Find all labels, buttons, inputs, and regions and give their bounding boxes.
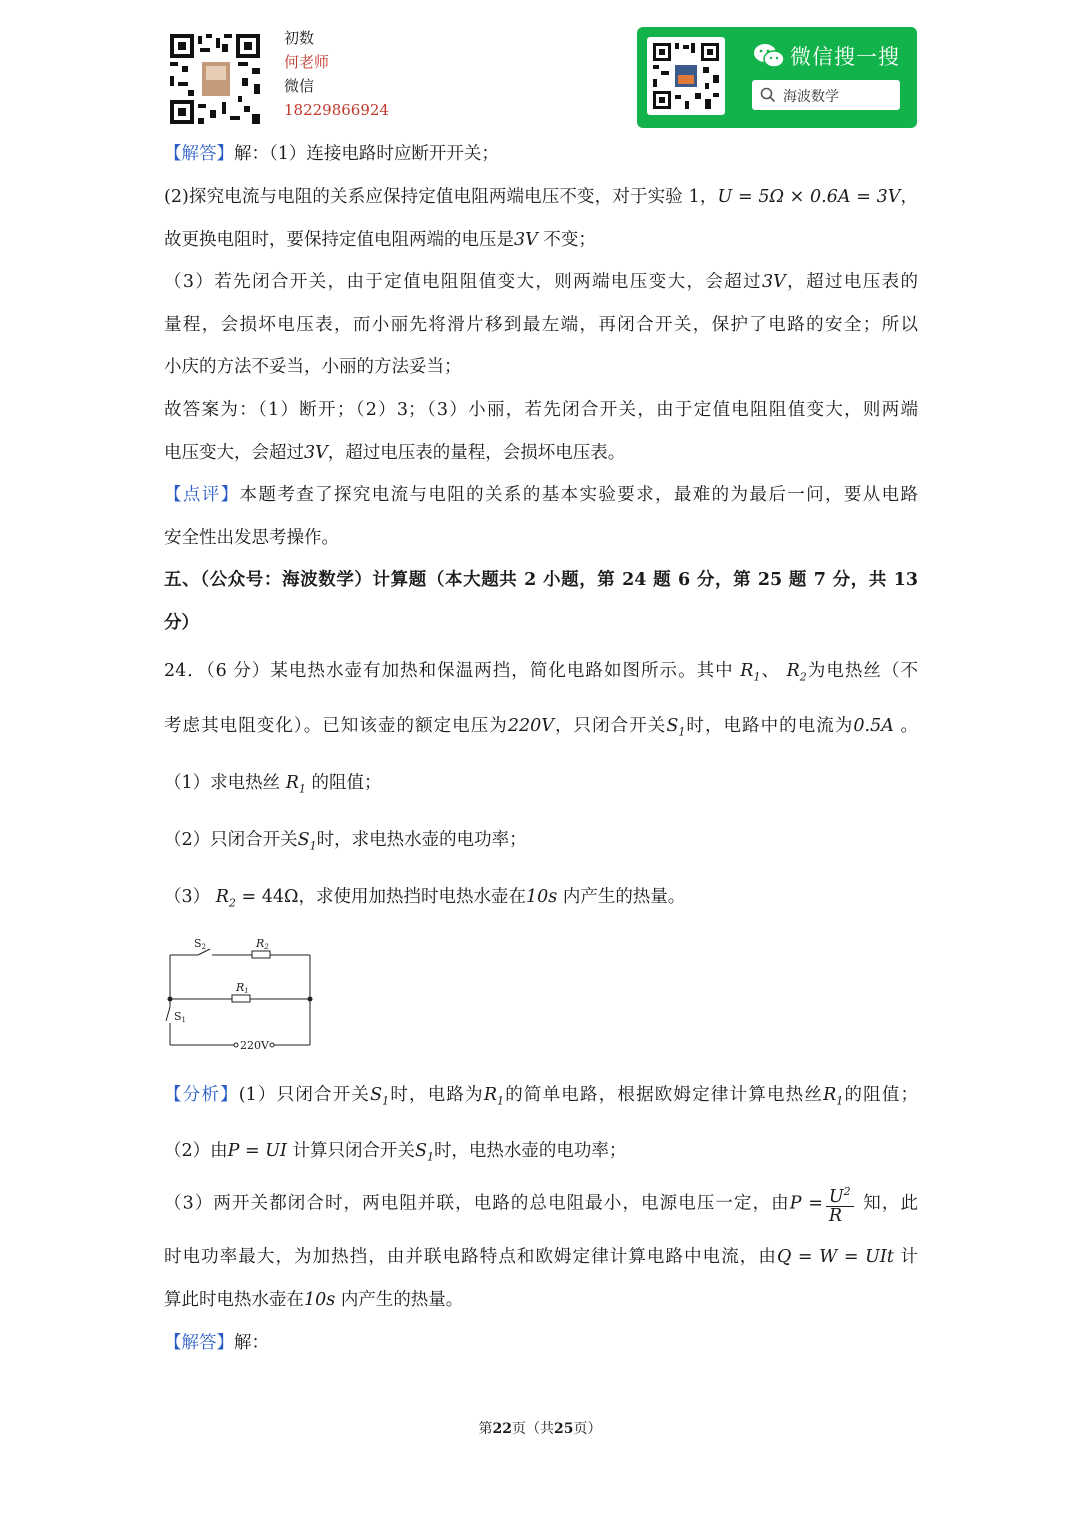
- text: ，超过电压表的: [785, 272, 919, 292]
- wechat-search-box[interactable]: [752, 80, 900, 110]
- s1-symbol: $S_1$: [414, 1141, 434, 1164]
- text: ，求使用加热挡时电热水壶在: [298, 887, 526, 907]
- text: 算此时电热水壶在: [164, 1290, 304, 1310]
- page-footer: [0, 1418, 1080, 1438]
- text: 时电功率最大，为加热挡，由并联电路特点和欧姆定律计算电路中电流，由: [164, 1247, 777, 1267]
- text: 知，此: [856, 1193, 918, 1214]
- text: （2）由: [164, 1141, 228, 1161]
- r1-symbol: $R_1$: [483, 1085, 505, 1108]
- text: ，只闭合开关: [553, 716, 667, 736]
- text: (1）只闭合开关: [238, 1085, 371, 1105]
- text: 为电热丝（不: [806, 661, 918, 681]
- text: （3）两开关都闭合时，两电阻并联，电路的总电阻最小，电源电压一定，由: [164, 1193, 790, 1214]
- text: 内产生的热量。: [557, 887, 686, 907]
- s1-label: S1: [174, 1010, 187, 1024]
- question-24-line-2: [164, 712, 918, 739]
- section-title: 五、（公众号：海波数学）计算题（本大题共 2 小题，第 24 题 6 分，第 25 题 7 分，共 13: [164, 570, 918, 590]
- voltage-value: 220V: [507, 716, 554, 736]
- value: 3V: [514, 230, 538, 250]
- equation: P = UI: [227, 1141, 287, 1161]
- text: （3）若先闭合开关，由于定值电阻阻值变大，则两端电压变大，会超过: [164, 272, 763, 292]
- numerator: U: [828, 1186, 844, 1207]
- comment-line-1: [164, 481, 918, 506]
- text: 本题考查了探究电流与电阻的关系的基本实验要求，最难的为最后一问，要从电路: [239, 485, 919, 505]
- text: （1）求电热丝: [164, 773, 281, 793]
- r2-symbol: $R_2$: [786, 661, 807, 684]
- s2-label: S2: [194, 937, 207, 951]
- circuit-diagram: [164, 933, 324, 1051]
- text: 的阻值；: [311, 773, 382, 793]
- question-24-line-1: 24．（6 分）某电热水壶有加热和保温两挡，简化电路如图所示。其中 $R_1$、 $R_2$为电热丝（不: [164, 661, 918, 684]
- question-24-part-3: [164, 883, 685, 910]
- denominator: R: [828, 1205, 843, 1226]
- value: 3V: [762, 272, 786, 292]
- fraction: $\frac{U^2}{R}$: [826, 1183, 854, 1225]
- text: 的阻值；: [843, 1085, 919, 1105]
- text: 解：（1）连接电路时应断开开关；: [234, 144, 499, 164]
- text: 考虑其电阻变化）。已知该壶的额定电压为: [164, 716, 508, 736]
- text: 电压变大，会超过: [164, 443, 304, 463]
- search-icon: [760, 87, 776, 103]
- s1-symbol: $S_1$: [370, 1085, 390, 1108]
- contact-name: 何老师: [284, 53, 330, 71]
- comment-line-2: 安全性出发思考操作。: [164, 528, 339, 548]
- wechat-search-text: 海波数学: [783, 89, 839, 105]
- r2-value: = 44Ω: [241, 887, 299, 907]
- contact-phone: 18229866924: [284, 101, 389, 119]
- text: 的简单电路，根据欧姆定律计算电热丝: [504, 1085, 824, 1105]
- r2-label: R2: [256, 937, 269, 951]
- r1-symbol: $R_1$: [823, 1085, 844, 1108]
- text: （3）: [164, 887, 211, 907]
- equation: P =: [789, 1193, 823, 1214]
- analysis-line-5: [164, 1286, 463, 1311]
- contact-qr-code: [168, 32, 262, 126]
- r1-symbol: $R_1$: [740, 661, 761, 684]
- equation: U = 5Ω × 0.6A = 3V: [717, 187, 901, 207]
- prev-answer-line-1: [164, 140, 499, 165]
- prev-answer-line-5: 量程，会损坏电压表，而小丽先将滑片移到最左端，再闭合开关，保护了电路的安全；所以: [164, 315, 918, 335]
- question-24-part-2: [164, 826, 527, 853]
- r1-label: R1: [236, 981, 249, 995]
- answer-tag: 【解答】: [164, 144, 234, 164]
- s1-symbol: $S_1$: [297, 830, 317, 853]
- text: ，: [900, 187, 919, 207]
- prev-answer-line-2: [164, 183, 918, 208]
- analysis-line-2: [164, 1137, 626, 1164]
- text: （2）只闭合开关: [164, 830, 298, 850]
- analysis-line-4: [164, 1243, 918, 1268]
- text: 时，电路中的电流为: [685, 716, 854, 736]
- s1-symbol: $S_1$: [666, 716, 686, 739]
- wechat-search-card[interactable]: [637, 27, 917, 128]
- answer-tag: 【解答】: [164, 1333, 234, 1353]
- text: 内产生的热量。: [335, 1290, 464, 1310]
- text: 时，电热水壶的电功率；: [433, 1141, 627, 1161]
- question-24-part-1: [164, 769, 381, 796]
- voltage-label: 220V: [240, 1039, 269, 1051]
- contact-line-1: 初数: [284, 29, 315, 47]
- text: 计算只闭合开关: [286, 1141, 415, 1161]
- prev-answer-line-3: [164, 226, 596, 251]
- page-total: 25: [554, 1421, 574, 1437]
- text: 页）: [573, 1421, 602, 1437]
- contact-info: [284, 26, 389, 122]
- wechat-qr-code: [647, 37, 725, 115]
- page-number: 22: [492, 1421, 512, 1437]
- prev-answer-line-6: 小庆的方法不妥当，小丽的方法妥当；: [164, 357, 462, 377]
- wechat-search-title: 微信搜一搜: [790, 45, 900, 69]
- text: 计: [893, 1247, 918, 1267]
- text: 第: [478, 1421, 493, 1437]
- text: 。: [893, 716, 919, 736]
- prev-answer-line-7: 故答案为：（1）断开；（2）3；（3）小丽，若先闭合开关，由于定值电阻阻值变大，则两端: [164, 400, 918, 420]
- section-title-cont: 分）: [164, 613, 199, 633]
- current-value: 0.5A: [853, 716, 894, 736]
- equation: Q = W = UIt: [776, 1247, 894, 1267]
- analysis-line-3: [164, 1183, 918, 1225]
- contact-line-3: 微信: [284, 77, 315, 95]
- text: 故更换电阻时，要保持定值电阻两端的电压是: [164, 230, 514, 250]
- analysis-tag: 【分析】: [164, 1085, 239, 1105]
- answer-line: [164, 1329, 269, 1354]
- text: 时，求电热水壶的电功率；: [316, 830, 527, 850]
- text: 解：: [234, 1333, 269, 1353]
- text: ，超过电压表的量程，会损坏电压表。: [327, 443, 626, 463]
- value: 3V: [304, 443, 328, 463]
- wechat-logo-icon: [753, 43, 785, 69]
- time-value: 10s: [526, 887, 558, 907]
- text: 页（共: [512, 1421, 554, 1437]
- text: 不变；: [537, 230, 596, 250]
- prev-answer-line-8: [164, 439, 625, 464]
- text: 时，电路为: [389, 1085, 484, 1105]
- r1-symbol: $R_1$: [285, 773, 306, 796]
- prev-answer-line-4: [164, 268, 918, 293]
- time-value: 10s: [304, 1290, 336, 1310]
- r2-symbol: $R_2$: [215, 887, 236, 910]
- comment-tag: 【点评】: [164, 485, 240, 505]
- text: (2)探究电流与电阻的关系应保持定值电阻两端电压不变，对于实验 1，: [164, 187, 718, 207]
- analysis-line-1: [164, 1081, 918, 1108]
- text: 24．（6 分）某电热水壶有加热和保温两挡，简化电路如图所示。其中: [164, 661, 734, 681]
